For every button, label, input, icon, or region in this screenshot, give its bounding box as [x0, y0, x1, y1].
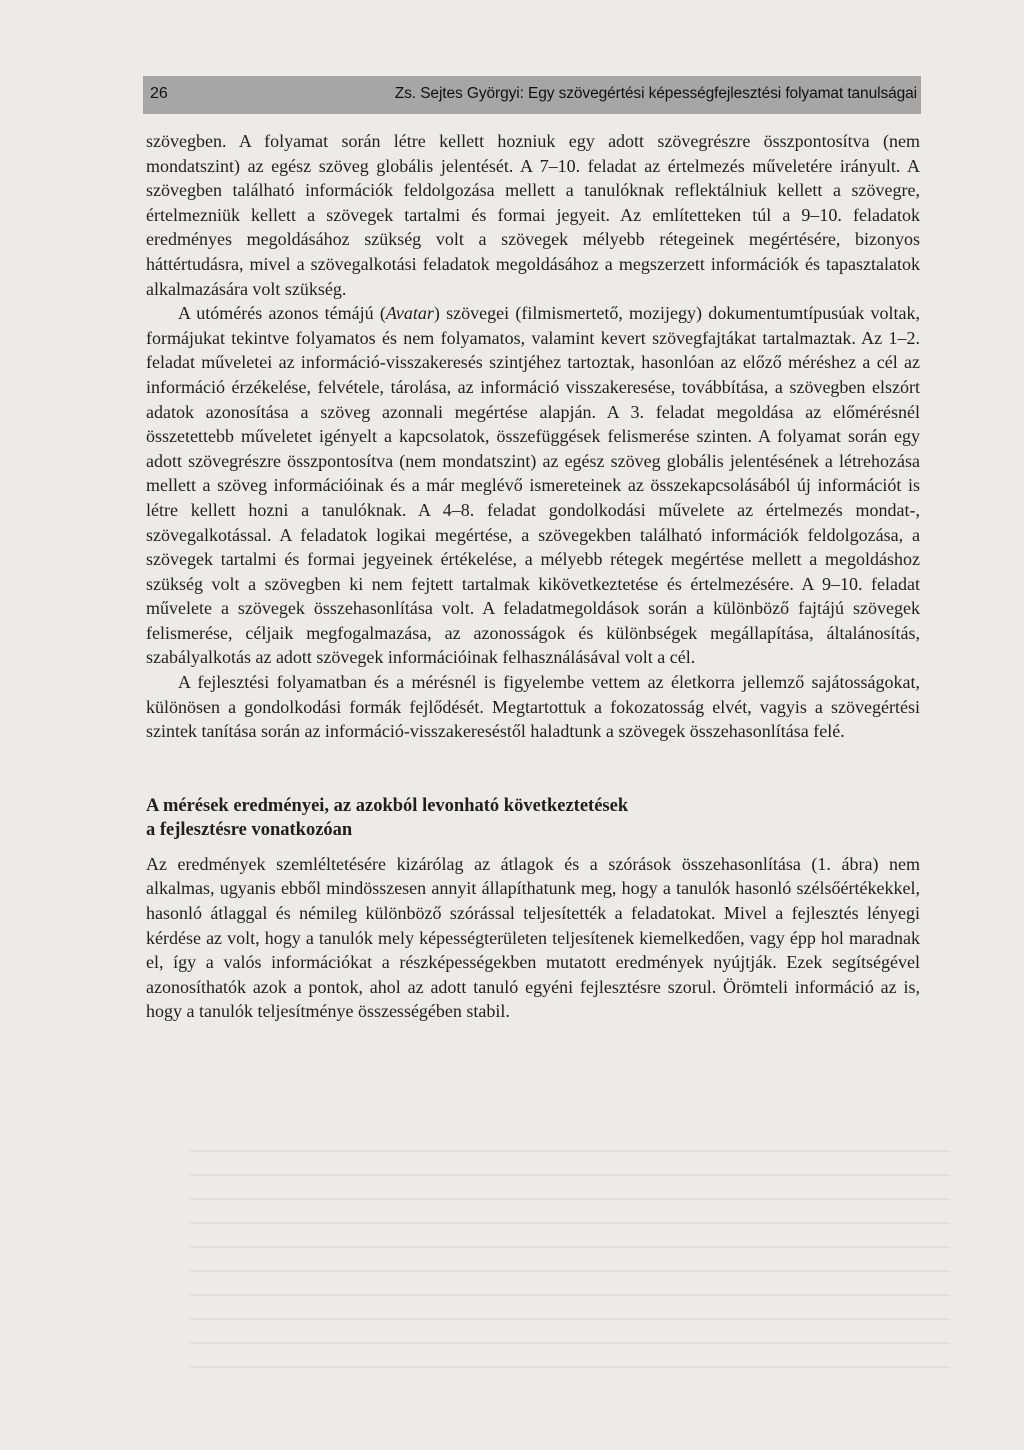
paragraph-2-text-start: A utómérés azonos témájú ( — [178, 303, 386, 324]
film-title-italic: Avatar — [385, 303, 434, 324]
paragraph-4: Az eredmények szemléltetésére kizárólag az átlagok és a szórások összehasonlítása (1. ábra) nem alkalmas, ugyanis ebből mindösszesen annyit állapíthatunk meg, hogy a tanulók hasonló szélsőértékekkel, hasonló átlaggal és némileg különböző szórással teljesítették a feladatokat. Mivel a fejlesztés lényegi kérdése az volt, hogy a tanulók mely képességterületen teljesítenek kiemelkedően, vagy épp hol maradnak el, így a valós információkat a részképességekben mutatott eredmények nyújtják. Ezek segítségével azonosíthatók azok a pontok, ahol az adott tanuló egyéni fejlesztésre szorul. Örömteli információ az is, hogy a tanulók teljesítménye összességében stabil. — [146, 853, 920, 1022]
paragraph-1: szövegben. A folyamat során létre kellett hozniuk egy adott szövegrészre összpontosítva (nem mondatszint) az egész szöveg globális jelentését. A 7–10. feladat az értelmezés műveletére irányult. A szövegben található információk feldolgozása mellett a tanulóknak reflektálniuk kellett a szövegre, értelmezniük kellett a szövegek tartalmi és formai jegyeit. Az említetteken túl a 9–10. feladatok eredményes megoldásához szükség volt a szövegek mélyebb rétegeinek megértésére, bizonyos háttértudásra, mivel a szövegalkotási feladatok megoldásához a megszerzett információk és tapasztalatok alkalmazására volt szükség. — [146, 131, 920, 299]
section-heading-line-2: a fejlesztésre vonatkozóan — [146, 819, 353, 840]
bleed-through-shadow — [190, 1150, 950, 1370]
running-title: Zs. Sejtes Györgyi: Egy szövegértési képességfejlesztési folyamat tanulságai — [394, 85, 917, 102]
section-heading-line-1: A mérések eredményei, az azokból levonható következtetések — [146, 795, 629, 816]
section-heading — [146, 794, 920, 842]
paragraph-2-text-rest: ) szövegei (filmismertető, mozijegy) dokumentumtípusúak voltak, formájukat tekintve folyamatos és nem folyamatos, valamint kevert szövegfajtákat tartalmaztak. Az 1–2. feladat műveletei az információ-visszakeresés szintjéhez tartoztak, hasonlóan az előző méréshez a cél az információ érzékelése, felvétele, tárolása, az információ visszakeresése, továbbítása, a szövegben elszórt adatok azonosítása a szöveg azonnali megértése alapján. A 3. feladat megoldása az előmérésnél összetettebb műveletet igényelt a kapcsolatok, összefüggések felismerése szinten. A folyamat során egy adott szövegrészre összpontosítva (nem mondatszint) az egész szöveg globális jelentésének a létrehozása mellett a szöveg információinak és a már meglévő ismereteinek az összekapcsolásából új információt is létre kellett hozni a tanulóknak. A 4–8. feladat gondolkodási művelete az értelmezés mondat-, szövegalkotással. A feladatok logikai megértése, a szövegekben található információk feldolgozása, a szövegek tartalmi és formai jegyeinek értékelése, a mélyebb rétegek megértése mellett a megoldáshoz szükség volt a szövegben ki nem fejtett tartalmak kikövetkeztetése és értelmezésére. A 9–10. feladat művelete a szövegek összehasonlítása volt. A feladatmegoldások során a különböző fajtájú szövegek felismerése, céljaik megfogalmazása, az azonosságok és különbségek megállapítása, általánosítás, szabályalkotás az adott szövegek információinak felhasználásával volt a cél. — [146, 303, 920, 668]
paragraph-3: A fejlesztési folyamatban és a mérésnél is figyelembe vettem az életkorra jellemző sajátosságokat, különösen a gondolkodási formák fejlődését. Megtartottuk a fokozatosság elvét, vagyis a szövegértési szintek tanítása során az információ-visszakereséstől haladtunk a szövegek összehasonlítása felé. — [146, 672, 920, 742]
page-body — [146, 129, 920, 1024]
page-number: 26 — [150, 85, 168, 102]
paragraph-2 — [146, 301, 920, 670]
